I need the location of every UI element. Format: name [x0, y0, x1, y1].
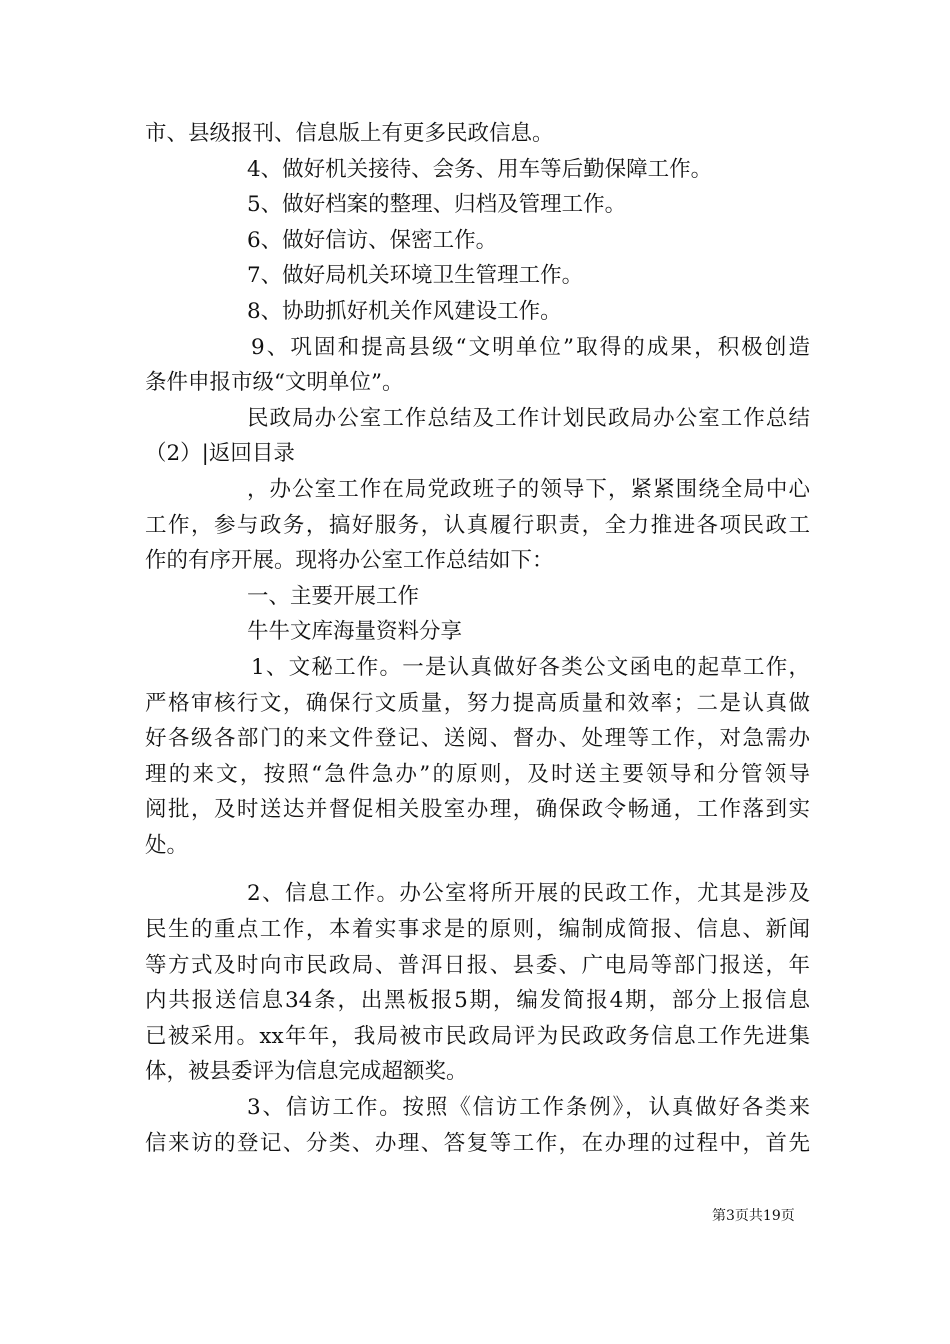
intro-paragraph: ，办公室工作在局党政班子的领导下，紧紧围绕全局中心	[247, 476, 810, 502]
text-line: 体，被县委评为信息完成超额奖。	[145, 1059, 468, 1085]
paragraph-secretarial: 1、文秘工作。一是认真做好各类公文函电的起草工作，	[251, 654, 810, 680]
paragraph-information: 2、信息工作。办公室将所开展的民政工作，尤其是涉及	[247, 881, 810, 907]
text-line: 理的来文，按照“急件急办”的原则，及时送主要领导和分管领导	[145, 761, 810, 787]
text-line: 等方式及时向市民政局、普洱日报、县委、广电局等部门报送，年	[145, 952, 810, 978]
document-body	[145, 116, 810, 1161]
heading-main-work: 一、主要开展工作	[247, 583, 420, 609]
text-line: 工作，参与政务，搞好服务，认真履行职责，全力推进各项民政工	[145, 512, 810, 538]
list-item-8: 8、协助抓好机关作风建设工作。	[247, 298, 562, 324]
watermark-text: 牛牛文库海量资料分享	[247, 619, 463, 645]
list-item-6: 6、做好信访、保密工作。	[247, 227, 498, 253]
text-line: 信来访的登记、分类、办理、答复等工作，在办理的过程中，首先	[145, 1130, 810, 1156]
text-line: 阅批，及时送达并督促相关股室办理，确保政令畅通，工作落到实	[145, 797, 810, 823]
list-item-5: 5、做好档案的整理、归档及管理工作。	[247, 192, 627, 218]
text-line: 市、县级报刊、信息版上有更多民政信息。	[145, 121, 554, 146]
list-item-9: 9、巩固和提高县级“文明单位”取得的成果，积极创造	[251, 334, 810, 360]
section-title: 民政局办公室工作总结及工作计划民政局办公室工作总结	[247, 405, 810, 431]
text-line: 内共报送信息34条，出黑板报5期，编发简报4期，部分上报信息	[145, 988, 810, 1014]
text-line: 作的有序开展。现将办公室工作总结如下：	[145, 548, 554, 574]
text-line: 处。	[145, 832, 189, 858]
text-line: 严格审核行文，确保行文质量，努力提高质量和效率；二是认真做	[145, 690, 810, 716]
text-line: 已被采用。xx年年，我局被市民政局评为民政政务信息工作先进集	[145, 1023, 810, 1049]
text-line: 民生的重点工作，本着实事求是的原则，编制成简报、信息、新闻	[145, 917, 810, 943]
paragraph-petition: 3、信访工作。按照《信访工作条例》，认真做好各类来	[247, 1095, 810, 1121]
list-item-4: 4、做好机关接待、会务、用车等后勤保障工作。	[247, 156, 713, 182]
page-number: 第3页共19页	[712, 1208, 795, 1224]
list-item-7: 7、做好局机关环境卫生管理工作。	[247, 263, 584, 289]
text-line: 条件申报市级“文明单位”。	[145, 370, 404, 396]
return-to-contents-link[interactable]: （2）|返回目录	[145, 441, 295, 467]
text-line: 好各级各部门的来文件登记、送阅、督办、处理等工作，对急需办	[145, 726, 810, 752]
